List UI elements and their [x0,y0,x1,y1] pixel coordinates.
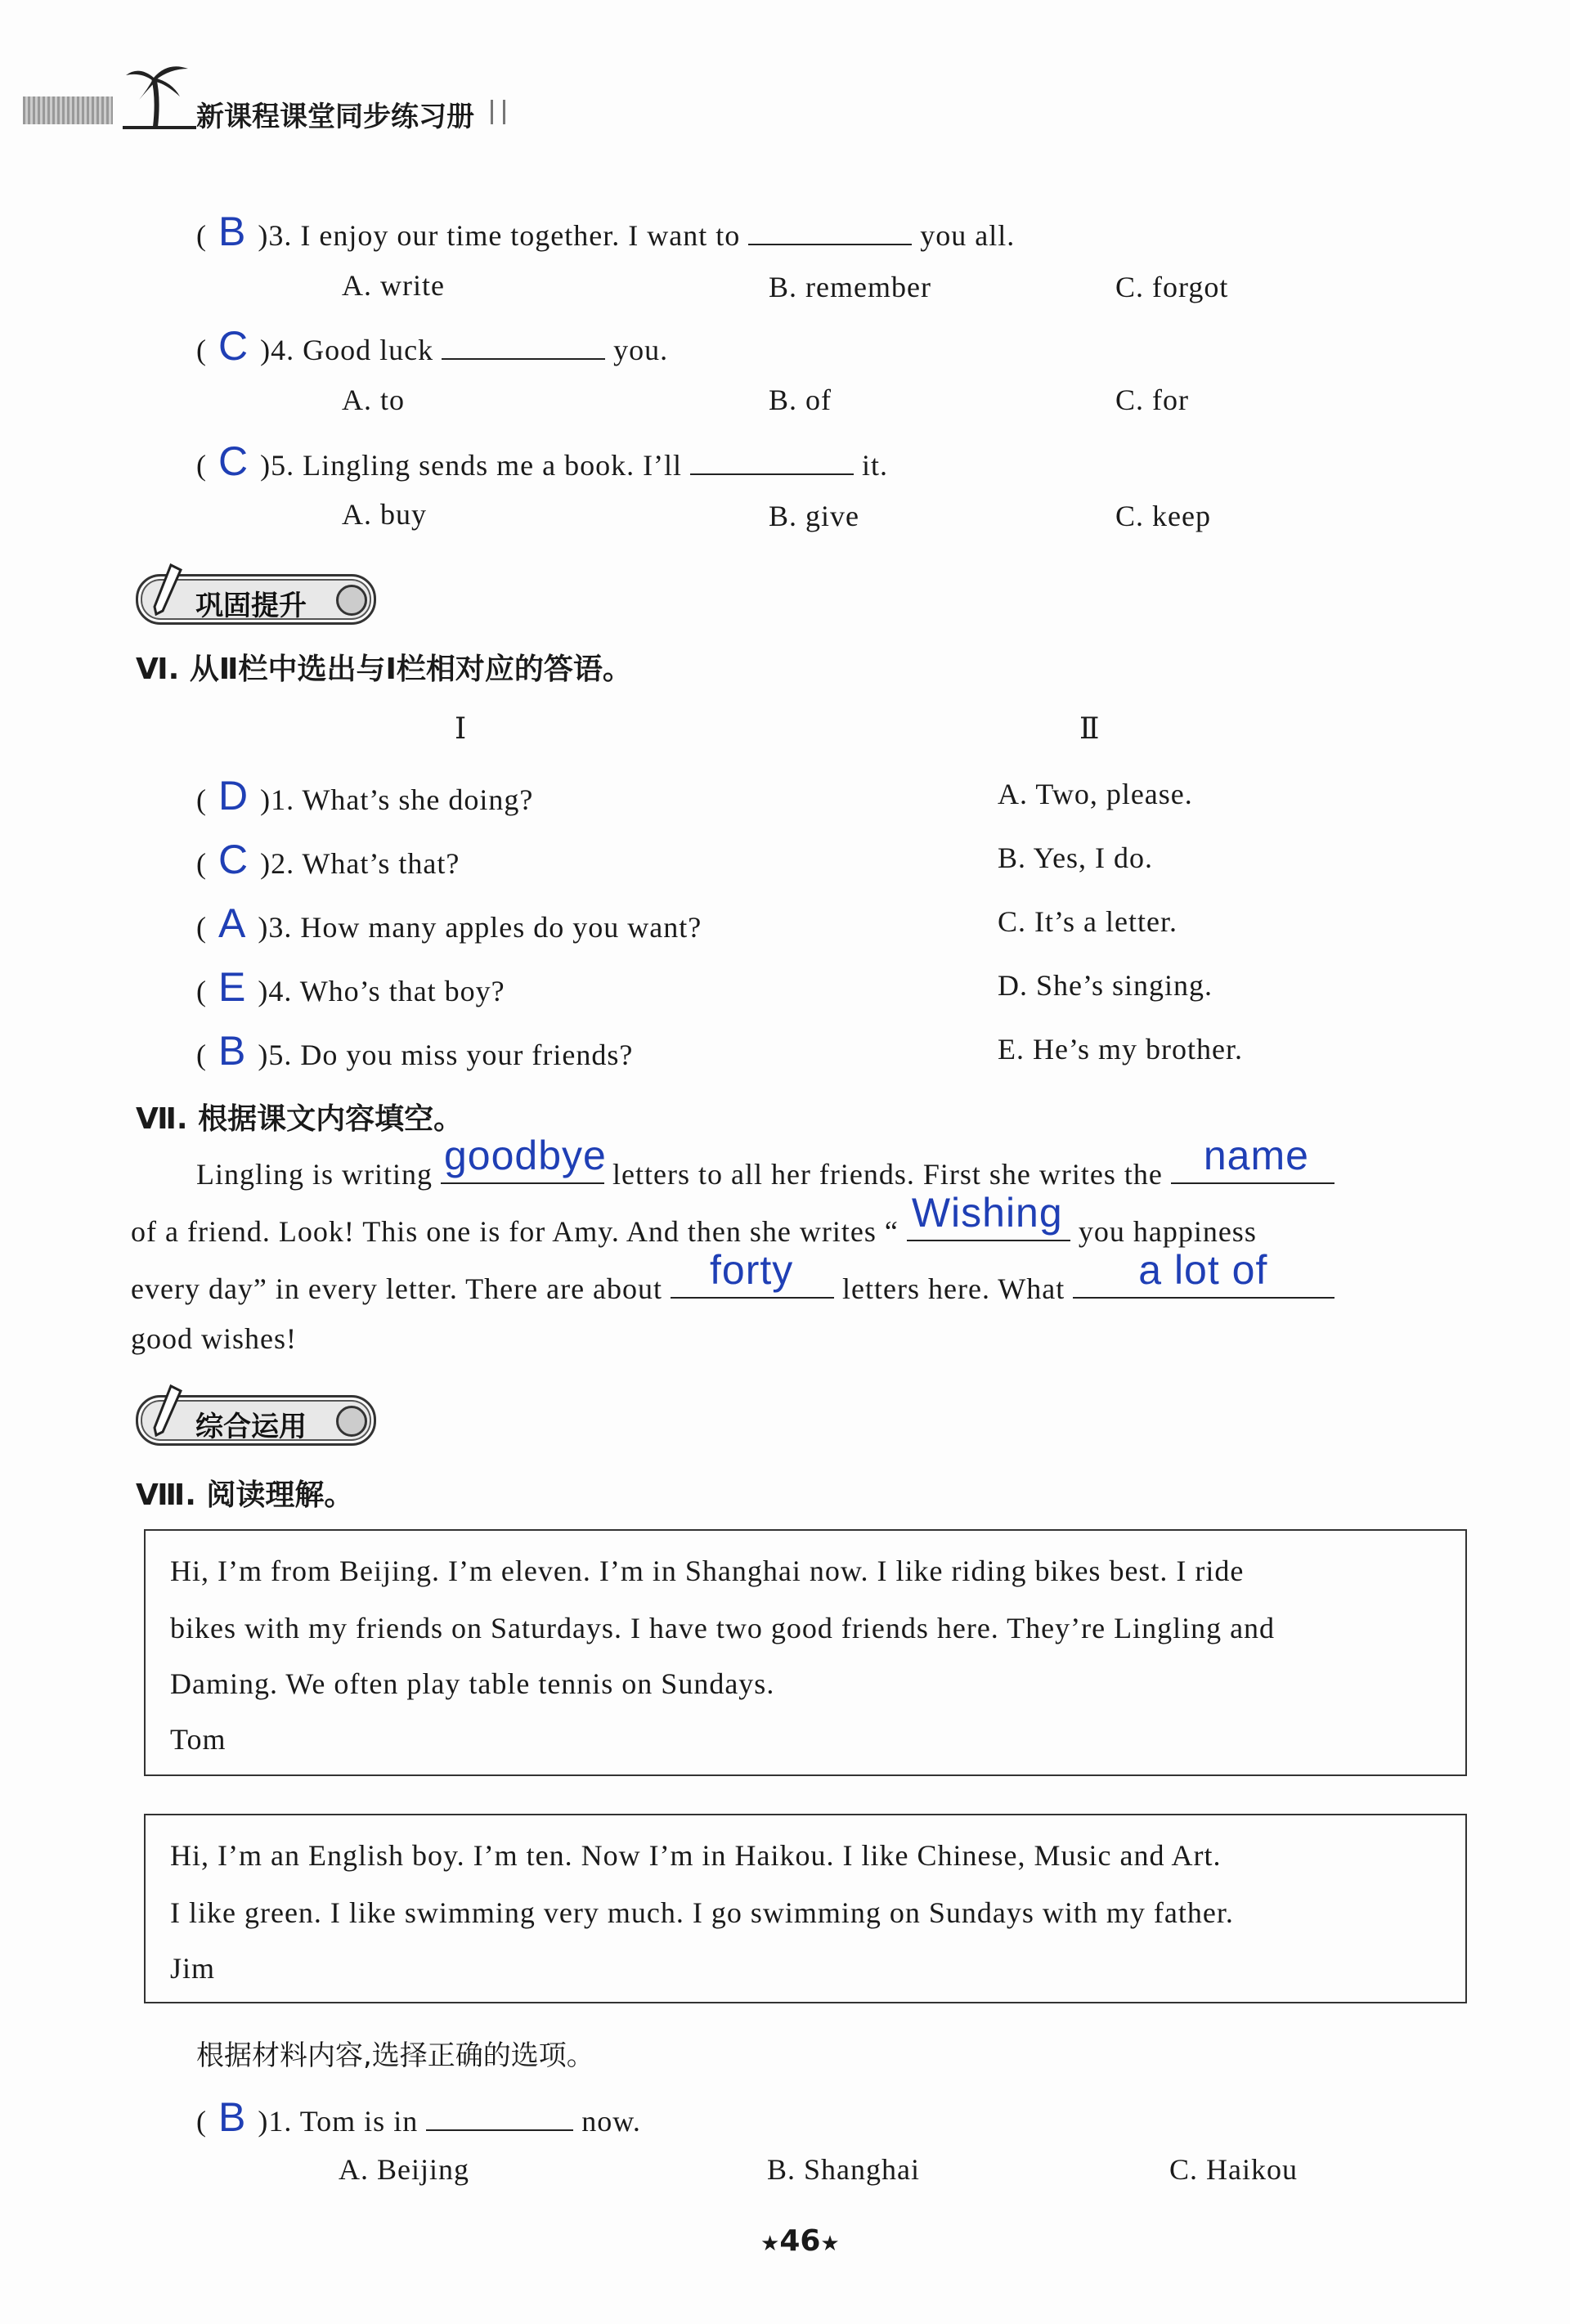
response-option: A. Two, please. [998,778,1193,810]
answer-4: C [218,323,249,369]
cloze-line-3: every day” in every letter. There are about forty letters here. What a lot of [131,1264,1334,1306]
option-c: C. Haikou [1169,2153,1298,2186]
header-title: 新课程课堂同步练习册 [196,101,474,133]
response-option: B. Yes, I do. [998,841,1154,874]
option-b: B. Shanghai [767,2153,920,2186]
option-a: A. buy [342,498,427,531]
pencil-icon [146,1383,187,1443]
header-bars-right [491,100,505,124]
passage-line: bikes with my friends on Saturdays. I have two good friends here. They’re Lingling and [170,1612,1276,1644]
blank [442,325,605,360]
star-icon: ★ [820,2232,840,2256]
match-item: ( A )3. How many apples do you want? [196,900,702,946]
star-icon: ★ [760,2232,780,2256]
answer-reading-1: B [218,2094,247,2140]
match-item: ( C )2. What’s that? [196,837,460,882]
match-item: ( B )5. Do you miss your friends? [196,1028,634,1074]
response-option: E. He’s my brother. [998,1033,1243,1066]
passage-line: Hi, I’m an English boy. I’m ten. Now I’m in Haikou. I like Chinese, Music and Art. [170,1839,1222,1872]
passage-line: Daming. We often play table tennis on Sundays. [170,1667,775,1700]
filled-blank: forty [710,1247,794,1293]
filled-blank: name [1203,1133,1309,1178]
option-b: B. give [769,500,859,532]
cloze-line-2: of a friend. Look! This one is for Amy. And then she writes “ Wishing you happiness [131,1190,1257,1248]
section-7-title: Ⅶ. 根据课文内容填空。 [136,1102,464,1136]
filled-blank: Wishing [911,1190,1063,1236]
passage-line: I like green. I like swimming very much. I go swimming on Sundays with my father. [170,1896,1234,1929]
question-4: ( C )4. Good luck you. [196,323,669,369]
passage-signature: Tom [170,1723,227,1756]
option-c: C. keep [1115,500,1211,532]
response-option: D. She’s singing. [998,969,1213,1002]
reading-box-tom [144,1529,1467,1776]
ring-icon [336,585,367,616]
blank [690,441,854,475]
match-item: ( E )4. Who’s that boy? [196,964,505,1010]
question-3: ( B )3. I enjoy our time together. I want to you all. [196,209,1016,254]
palm-tree-icon [123,57,196,134]
option-c: C. for [1115,384,1189,416]
option-c: C. forgot [1115,271,1229,303]
section-badge-consolidate [136,574,376,625]
passage-line: Hi, I’m from Beijing. I’m eleven. I’m in Shanghai now. I like riding bikes best. I ride [170,1555,1245,1587]
page-number: ★46★ [760,2224,840,2258]
cloze-line-4: good wishes! [131,1322,297,1355]
answer-5: C [218,438,249,484]
match-item: ( D )1. What’s she doing? [196,773,534,819]
option-a: A. write [342,269,445,302]
reading-instruction: 根据材料内容,选择正确的选项。 [196,2039,594,2072]
badge-label: 综合运用 [195,1411,307,1443]
blank [426,2097,573,2131]
column-1-heading: Ⅰ [455,712,468,745]
reading-box-jim [144,1814,1467,2003]
cloze-line-1: Lingling is writing goodbye letters to all her friends. First she writes the name [196,1150,1334,1191]
badge-label: 巩固提升 [195,590,307,622]
section-8-title: Ⅷ. 阅读理解。 [136,1478,354,1512]
column-2-heading: Ⅱ [1079,712,1101,745]
option-a: A. Beijing [339,2153,469,2186]
response-option: C. It’s a letter. [998,905,1178,938]
question-5: ( C )5. Lingling sends me a book. I’ll it. [196,438,889,484]
option-b: B. remember [769,271,931,303]
option-b: B. of [769,384,832,416]
filled-blank: a lot of [1138,1247,1268,1293]
section-6-title: Ⅵ. 从Ⅱ栏中选出与Ⅰ栏相对应的答语。 [136,653,632,686]
blank [748,211,912,245]
option-a: A. to [342,384,405,416]
answer-3: B [218,209,247,254]
header-bar [23,96,113,124]
filled-blank: goodbye [444,1133,607,1178]
ring-icon [336,1406,367,1437]
section-badge-application [136,1395,376,1446]
reading-question-1: ( B )1. Tom is in now. [196,2094,641,2140]
pencil-icon [146,562,187,622]
passage-signature: Jim [170,1952,216,1985]
